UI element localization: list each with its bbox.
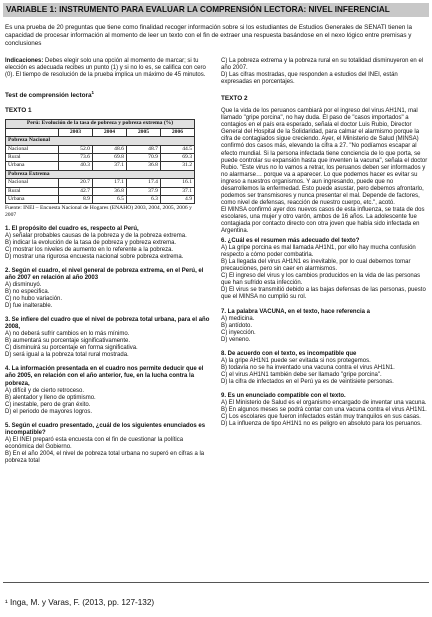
option[interactable]: C) La pobreza extrema y la pobreza rural en su totalidad disminuyeron en el año 2007.: [221, 58, 424, 72]
option[interactable]: B) no especifica.: [5, 288, 50, 295]
option[interactable]: B) En el año 2004, el nivel de pobreza total urbana no superó en cifras a la pobreza total: [5, 450, 205, 464]
option[interactable]: B) alentador y lleno de optimismo.: [5, 394, 96, 401]
option[interactable]: C) inestable, pero de gran éxito.: [5, 401, 91, 408]
indications-label: Indicaciones:: [5, 58, 44, 64]
cell: 44.5: [160, 145, 194, 153]
cell: 37.9: [126, 187, 160, 195]
cell: 52.0: [58, 145, 92, 153]
option[interactable]: A) señalar probables causas de la pobreza y de la pobreza extrema.: [5, 232, 187, 239]
indications-text: Debes elegir solo una opción al momento de marcar; si tu elección es adecuada recibes un punto (1) y si no lo es, se califica con cero (0). El tiempo de resolución de la prueba implica un máximo de 45 minutos.: [5, 58, 206, 79]
question-9: 9. Es un enunciado compatible con el texto.: [221, 392, 346, 399]
cell: 17.1: [92, 179, 126, 187]
table-row: [6, 179, 195, 187]
poverty-table: [5, 119, 195, 204]
option[interactable]: B) indicar la evolución de la tasa de pobreza y pobreza extrema.: [5, 239, 177, 246]
option[interactable]: D) veneno.: [221, 336, 251, 343]
texto1-heading: TEXTO 1: [5, 107, 32, 115]
question-7: 7. La palabra VACUNA, en el texto, hace referencia a: [221, 308, 370, 315]
cell: 16.1: [160, 179, 194, 187]
option[interactable]: B) aumentará su porcentaje significativamente.: [5, 338, 131, 345]
row-label: Urbana: [6, 196, 59, 204]
option[interactable]: A) El INEI preparó esta encuesta con el fin de cuestionar la política económica del Gobierno.: [5, 436, 184, 450]
option[interactable]: D) La influenza de tipo AH1N1 no es peligro en absoluto para los peruanos.: [221, 421, 422, 428]
option[interactable]: A) disminuyó.: [5, 281, 42, 288]
option[interactable]: D) Las cifras mostradas, que responden a estudios del INEI, están expresadas en porcentajes.: [221, 72, 398, 86]
table-corner: [6, 128, 59, 136]
option[interactable]: C) disminuirá su porcentaje en forma significativa.: [5, 345, 138, 352]
row-label: Rural: [6, 187, 59, 195]
cell: 4.9: [160, 196, 194, 204]
group-header: Pobreza Extrema: [6, 170, 195, 178]
cell: 36.8: [92, 187, 126, 195]
option[interactable]: B) todavía no se ha inventado una vacuna contra el virus AH1N1.: [221, 364, 395, 371]
option[interactable]: C) no hubo variación.: [5, 296, 63, 303]
texto2-heading: TEXTO 2: [221, 95, 248, 103]
option[interactable]: C) el virus AH1N1 también debe ser llamado "gripe porcina".: [221, 371, 382, 378]
option[interactable]: C) mostrar los niveles de aumento en lo referente a la pobreza.: [5, 246, 174, 253]
option[interactable]: D) fue inalterable.: [5, 303, 53, 310]
question-5: 5. Según el cuadro presentado, ¿cuál de los siguientes enunciados es incompatible?: [5, 422, 206, 436]
option[interactable]: B) La llegada del virus AH1N1 es inevitable, por lo cual debemos tomar precauciones, pero sin caer en alarmismos.: [221, 259, 411, 273]
question-8: 8. De acuerdo con el texto, es incompatible que: [221, 350, 357, 357]
cell: 73.6: [58, 153, 92, 161]
option[interactable]: D) el periodo de mayores logros.: [5, 408, 93, 415]
option[interactable]: A) La gripe porcina es mal llamada AH1N1, por ello hay mucha confusión respecto a cómo poder combatirla.: [221, 245, 416, 259]
cell: 6.5: [92, 196, 126, 204]
cell: 8.9: [58, 196, 92, 204]
cell: 37.1: [92, 162, 126, 170]
table-row: [6, 162, 195, 170]
right-column: [221, 58, 428, 428]
test-title: [5, 89, 213, 99]
texto2-body: Que la vida de los peruanos cambiará por el ingreso del virus AH1N1, mal llamado "gripe porcina", no hay duda. El paso de "casos importados" a contagios en el país era esperado, señala el doctor Luis Rubio, Director General del Hospital de la Solidaridad, para calmar el alarmismo porque la cifra de contagiados sigue creciendo. Ayer, el Ministerio de Salud (MINSA) confirmó dos casos más, elevando la cifra a 27. "No podíamos escapar al efecto mundial. Si la persona infectada tiene conciencia de lo que porta, se puede controlar su expansión hasta que inventen la vacuna", señala el doctor Rubio. "Este virus no lo vamos a retrar, los peruanos deben ser informados y no alarmarse… porque va a aparecer. Lo que podemos hacer es evitar su ingreso a nuestros organismos. Y aun ingresando, puede que no desarrollemos la enfermedad. Esto puede asustar, pero debemos afrontarlo, podemos ser transmisores y nunca presentar el mal. Depende de factores, como nivel de defensas, reacción de nuestro cuerpo, etc.", acotó. El MINSA confirmó ayer dos nuevos casos de esta influenza, se trata de dos escolares, una mujer y otro varón, ambos de 16 años. La adolescente fue contagiada por contacto directo con otra joven que había sido infectada en Argentina.: [221, 108, 428, 235]
question-6: 6. ¿Cuál es el resumen más adecuado del texto?: [221, 238, 360, 245]
cell: 20.7: [58, 179, 92, 187]
footnote-marker: 1: [91, 90, 95, 96]
row-label: Rural: [6, 153, 59, 161]
group-header: Pobreza Nacional: [6, 137, 195, 145]
option[interactable]: D) mostrar una rigurosa encuesta nacional sobre pobreza extrema.: [5, 253, 184, 260]
cell: 69.8: [92, 153, 126, 161]
footnote-divider: [3, 582, 429, 583]
question-3: 3. Se infiere del cuadro que el nivel de pobreza total urbana, para el año 2008,: [5, 317, 210, 331]
option[interactable]: B) En algunos meses se podrá contar con una vacuna contra el virus AH1N1.: [221, 407, 427, 414]
question-1: 1. El propósito del cuadro es, respecto al Perú,: [5, 225, 139, 232]
table-row: [6, 145, 195, 153]
cell: 69.3: [160, 153, 194, 161]
row-label: Nacional: [6, 145, 59, 153]
option[interactable]: B) antídoto.: [221, 322, 253, 329]
table-row: [6, 196, 195, 204]
option[interactable]: A) la gripe AH1N1 puede ser evitada si nos protegemos.: [221, 357, 371, 364]
option[interactable]: A) medicina.: [221, 315, 255, 322]
intro-paragraph: [5, 24, 427, 47]
table-source: Fuente: INEI – Encuesta Nacional de Hogares (ENAHO) 2003, 2004, 2005, 2006 y 2007: [5, 205, 192, 219]
cell: 6.3: [126, 196, 160, 204]
cell: 36.8: [126, 162, 160, 170]
option[interactable]: D) será igual a la pobreza total rural mostrada.: [5, 352, 129, 359]
cell: 70.9: [126, 153, 160, 161]
year-header: 2004: [92, 128, 126, 136]
option[interactable]: C) El ingreso del virus y los cambios producidos en la vida de las personas que han sufrido esta infección.: [221, 273, 421, 287]
year-header: 2005: [126, 128, 160, 136]
cell: 37.1: [160, 187, 194, 195]
question-4: 4. La información presentada en el cuadro nos permite deducir que el año 2005, en relación con el año anterior, fue, en la lucha contra la pobreza,: [5, 366, 204, 387]
intro-text: Es una prueba de 20 preguntas que tiene como finalidad recoger información sobre si los estudiantes de Estudios Generales de SENATI tienen la capacidad de procesar información al momento de leer un texto con el fin de extraer una respuesta basándose en el nexo lógico entre premisas y conclusiones: [5, 24, 412, 47]
option[interactable]: A) El Ministerio de Salud es el organismo encargado de inventar una vacuna.: [221, 400, 427, 407]
option[interactable]: C) Los escolares que fueron infectados están muy tranquilos en sus casas.: [221, 414, 421, 421]
option[interactable]: D) El virus se transmitió debido a las bajas defensas de las personas, puesto que el MINSA no cumplió su rol.: [221, 287, 426, 301]
year-header: 2006: [160, 128, 194, 136]
year-header: 2003: [58, 128, 92, 136]
option[interactable]: D) la cifra de infectados en el Perú ya es de veintisiete personas.: [221, 378, 394, 385]
option[interactable]: A) no deberá sufrir cambios en lo más mínimo.: [5, 331, 130, 338]
option[interactable]: C) inyección.: [221, 329, 256, 336]
cell: 48.7: [126, 145, 160, 153]
left-column: [5, 58, 213, 465]
cell: 31.2: [160, 162, 194, 170]
cell: 48.6: [92, 145, 126, 153]
cell: 17.4: [126, 179, 160, 187]
footnote: ¹ Inga, M. y Varas, F. (2013, pp. 127-132): [5, 598, 155, 607]
cell: 42.7: [58, 187, 92, 195]
question-2: 2. Según el cuadro, el nivel general de pobreza extrema, en el Perú, el año 2007 en relación al año 2003: [5, 267, 204, 281]
cell: 40.3: [58, 162, 92, 170]
row-label: Nacional: [6, 179, 59, 187]
document-title: VARIABLE 1: INSTRUMENTO PARA EVALUAR LA COMPRENSIÓN LECTORA: NIVEL INFERENCIAL: [3, 3, 429, 17]
table-row: [6, 187, 195, 195]
indications-paragraph: [5, 58, 213, 79]
table-caption: Perú: Evolución de la tasa de pobreza y pobreza extrema (%): [6, 120, 195, 128]
row-label: Urbana: [6, 162, 59, 170]
table-row: [6, 153, 195, 161]
option[interactable]: A) difícil y de cierto retroceso.: [5, 387, 85, 394]
test-title-text: Test de comprensión lectora: [5, 92, 92, 100]
